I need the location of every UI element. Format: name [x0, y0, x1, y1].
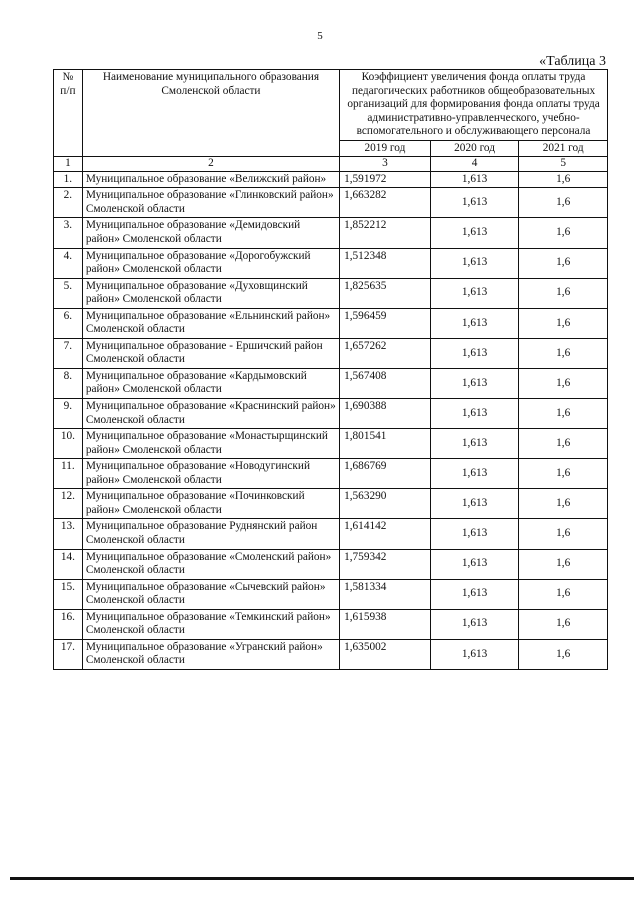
column-index: 1: [54, 157, 83, 172]
table-row: [54, 459, 608, 489]
municipality-name: Муниципальное образование «Новодугинский район» Смоленской области: [82, 459, 339, 489]
row-number: 10.: [54, 429, 83, 459]
header-coef: Коэффициент увеличения фонда оплаты труда педагогических работников общеобразовательных организаций для формирования фонда оплаты труда административно-управленческого, учебно-вспомогательного и обслуживающего персонала: [340, 70, 608, 141]
municipality-name: Муниципальное образование Руднянский район Смоленской области: [82, 519, 339, 549]
row-number: 16.: [54, 609, 83, 639]
table-row: [54, 609, 608, 639]
coef-2021: 1,6: [519, 399, 608, 429]
table-caption: «Таблица 3: [539, 54, 606, 69]
coef-2019: 1,663282: [340, 188, 431, 218]
table-row: [54, 308, 608, 338]
coef-2021: 1,6: [519, 218, 608, 248]
row-number: 5.: [54, 278, 83, 308]
municipality-name: Муниципальное образование «Сычевский район» Смоленской области: [82, 579, 339, 609]
row-number: 7.: [54, 338, 83, 368]
municipality-name: Муниципальное образование - Ершичский район Смоленской области: [82, 338, 339, 368]
coef-2020: 1,613: [430, 218, 519, 248]
table-row: [54, 248, 608, 278]
coef-2020: 1,613: [430, 171, 519, 188]
table-row: [54, 171, 608, 188]
coef-2020: 1,613: [430, 429, 519, 459]
table-row: [54, 639, 608, 669]
municipality-name: Муниципальное образование «Починковский район» Смоленской области: [82, 489, 339, 519]
coef-2019: 1,801541: [340, 429, 431, 459]
coef-2019: 1,852212: [340, 218, 431, 248]
coef-2021: 1,6: [519, 308, 608, 338]
coef-2021: 1,6: [519, 368, 608, 398]
coef-2019: 1,686769: [340, 459, 431, 489]
municipality-name: Муниципальное образование «Ельнинский район» Смоленской области: [82, 308, 339, 338]
coef-2021: 1,6: [519, 248, 608, 278]
coef-2021: 1,6: [519, 171, 608, 188]
coef-2021: 1,6: [519, 188, 608, 218]
coef-2020: 1,613: [430, 519, 519, 549]
table-row: [54, 489, 608, 519]
municipality-name: Муниципальное образование «Монастырщинский район» Смоленской области: [82, 429, 339, 459]
coef-2021: 1,6: [519, 338, 608, 368]
coef-2020: 1,613: [430, 338, 519, 368]
row-number: 1.: [54, 171, 83, 188]
coef-2020: 1,613: [430, 188, 519, 218]
column-index: 2: [82, 157, 339, 172]
coef-2019: 1,615938: [340, 609, 431, 639]
coef-2019: 1,635002: [340, 639, 431, 669]
coef-2019: 1,563290: [340, 489, 431, 519]
coef-2020: 1,613: [430, 489, 519, 519]
column-index: 3: [340, 157, 431, 172]
coef-2019: 1,596459: [340, 308, 431, 338]
header-year-2021: 2021 год: [519, 140, 608, 157]
row-number: 15.: [54, 579, 83, 609]
coef-2020: 1,613: [430, 459, 519, 489]
municipality-name: Муниципальное образование «Духовщинский район» Смоленской области: [82, 278, 339, 308]
header-year-2019: 2019 год: [340, 140, 431, 157]
column-index-row: [54, 157, 608, 172]
header-num: № п/п: [54, 70, 83, 157]
table-row: [54, 338, 608, 368]
header-year-2020: 2020 год: [430, 140, 519, 157]
page-number: 5: [317, 30, 323, 42]
coef-2021: 1,6: [519, 639, 608, 669]
coef-2019: 1,657262: [340, 338, 431, 368]
row-number: 14.: [54, 549, 83, 579]
row-number: 4.: [54, 248, 83, 278]
table-row: [54, 549, 608, 579]
coef-2019: 1,567408: [340, 368, 431, 398]
coef-2021: 1,6: [519, 579, 608, 609]
municipality-name: Муниципальное образование «Угранский район» Смоленской области: [82, 639, 339, 669]
table-row: [54, 399, 608, 429]
coef-2020: 1,613: [430, 579, 519, 609]
header-row: [54, 70, 608, 141]
column-index: 5: [519, 157, 608, 172]
municipality-name: Муниципальное образование «Демидовский район» Смоленской области: [82, 218, 339, 248]
coef-2020: 1,613: [430, 549, 519, 579]
coef-2019: 1,591972: [340, 171, 431, 188]
row-number: 9.: [54, 399, 83, 429]
coef-2021: 1,6: [519, 519, 608, 549]
table-row: [54, 519, 608, 549]
coef-2020: 1,613: [430, 399, 519, 429]
municipality-name: Муниципальное образование «Дорогобужский район» Смоленской области: [82, 248, 339, 278]
municipality-name: Муниципальное образование «Краснинский район» Смоленской области: [82, 399, 339, 429]
row-number: 17.: [54, 639, 83, 669]
coef-2020: 1,613: [430, 278, 519, 308]
coef-2020: 1,613: [430, 639, 519, 669]
coef-2021: 1,6: [519, 489, 608, 519]
row-number: 11.: [54, 459, 83, 489]
municipality-name: Муниципальное образование «Велижский район»: [82, 171, 339, 188]
municipality-name: Муниципальное образование «Кардымовский район» Смоленской области: [82, 368, 339, 398]
coefficient-table: [53, 69, 608, 670]
municipality-name: Муниципальное образование «Глинковский район» Смоленской области: [82, 188, 339, 218]
coef-2019: 1,825635: [340, 278, 431, 308]
bottom-rule: [10, 877, 634, 880]
row-number: 2.: [54, 188, 83, 218]
row-number: 3.: [54, 218, 83, 248]
coef-2021: 1,6: [519, 459, 608, 489]
coef-2020: 1,613: [430, 609, 519, 639]
coef-2019: 1,690388: [340, 399, 431, 429]
row-number: 8.: [54, 368, 83, 398]
coef-2021: 1,6: [519, 278, 608, 308]
coef-2021: 1,6: [519, 549, 608, 579]
row-number: 13.: [54, 519, 83, 549]
coef-2019: 1,759342: [340, 549, 431, 579]
table-row: [54, 188, 608, 218]
coef-2020: 1,613: [430, 368, 519, 398]
table-row: [54, 429, 608, 459]
header-name: Наименование муниципального образования Смоленской области: [82, 70, 339, 157]
coef-2021: 1,6: [519, 429, 608, 459]
coef-2019: 1,581334: [340, 579, 431, 609]
coef-2021: 1,6: [519, 609, 608, 639]
table-row: [54, 278, 608, 308]
table-row: [54, 218, 608, 248]
row-number: 12.: [54, 489, 83, 519]
coef-2019: 1,512348: [340, 248, 431, 278]
municipality-name: Муниципальное образование «Смоленский район» Смоленской области: [82, 549, 339, 579]
coef-2019: 1,614142: [340, 519, 431, 549]
coef-2020: 1,613: [430, 308, 519, 338]
table-row: [54, 368, 608, 398]
table-row: [54, 579, 608, 609]
column-index: 4: [430, 157, 519, 172]
coef-2020: 1,613: [430, 248, 519, 278]
row-number: 6.: [54, 308, 83, 338]
municipality-name: Муниципальное образование «Темкинский район» Смоленской области: [82, 609, 339, 639]
